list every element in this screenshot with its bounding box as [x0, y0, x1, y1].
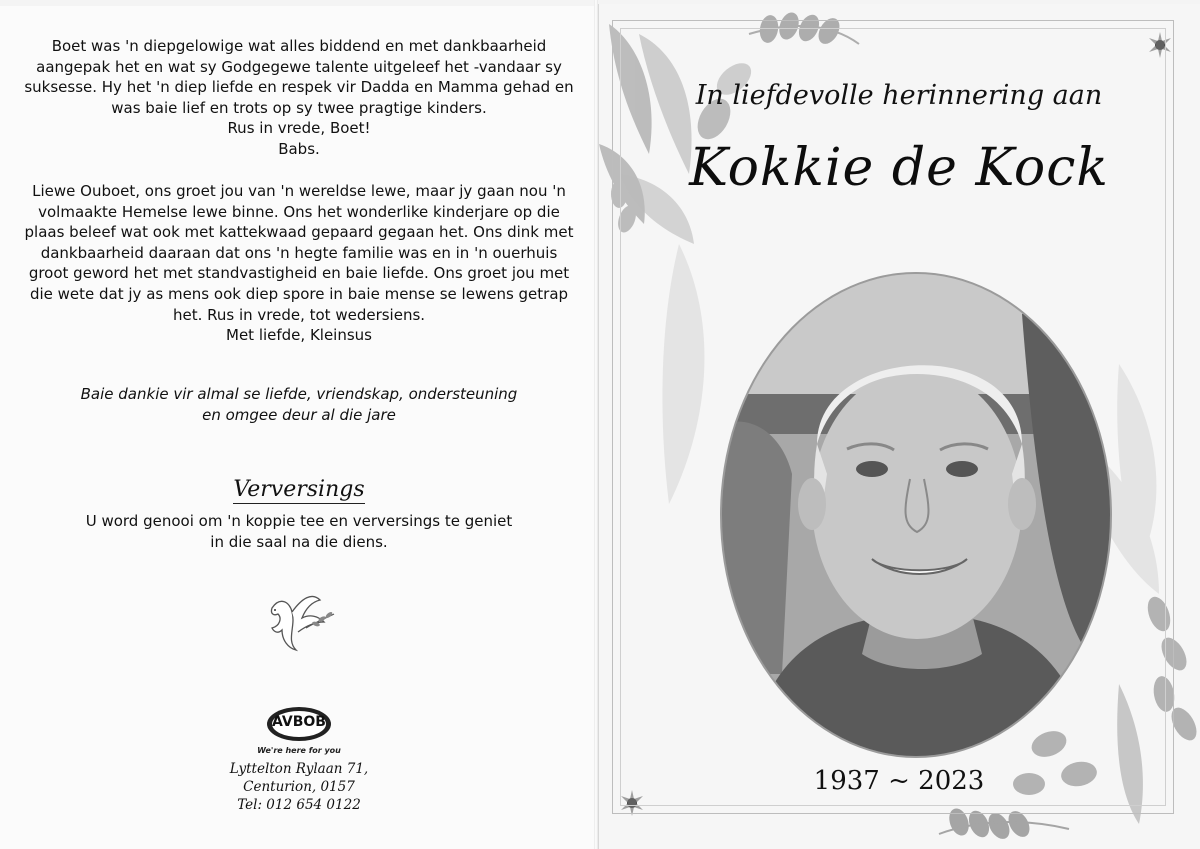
portrait-photo-icon [722, 274, 1110, 756]
funeral-home-address: Lyttelton Rylaan 71, Centurion, 0157 Tel: 012 654 0122 [229, 761, 369, 813]
tribute-boet: Boet was 'n diepgelowige wat alles biddend en met dankbaarheid aangepak het en wat sy Godgegewe talente uitgeleef het -vandaar sy suksesse. Hy het 'n diep liefde en respek vir Dadda en Mamma gehad en was baie lief en trots op sy twee pragtige kinders. Rus in vrede, Boet! Babs. [24, 37, 574, 158]
refreshments-heading-text: Verversings [233, 477, 365, 502]
life-years: 1937 ~ 2023 [813, 766, 985, 796]
avbob-tagline: We're here for you [257, 746, 341, 755]
deceased-name: Kokkie de Kock [689, 138, 1109, 198]
avbob-logo-text: AVBOB [272, 714, 326, 730]
thanks-text: Baie dankie vir almal se liefde, vriendskap, ondersteuning en omgee deur al die jare [80, 385, 518, 424]
memorial-intro: In liefdevolle herinnering aan [695, 80, 1103, 111]
portrait-photo [720, 272, 1112, 758]
tribute-kleinsus: Liewe Ouboet, ons groet jou van 'n wereldse lewe, maar jy gaan nou 'n volmaakte Hemelse lewe binne. Ons het wonderlike kinderjare op die plaas beleef wat ook met kattekwaad gepaard gegaan het. Ons dink met dankbaarheid daaraan dat ons 'n hegte familie was en in 'n ouerhuis groot geword het met standvastigheid en baie liefde. Ons groet jou met die wete dat jy as mens ook diep spore in baie mense se lewens getrap het. Rus in vrede, tot wedersiens. Met liefde, Kleinsus [24, 182, 574, 345]
refreshments-text: U word genooi om 'n koppie tee en verversings te geniet in die saal na die diens. [85, 512, 513, 551]
refreshments-heading [0, 477, 598, 502]
dove-icon [262, 588, 338, 660]
